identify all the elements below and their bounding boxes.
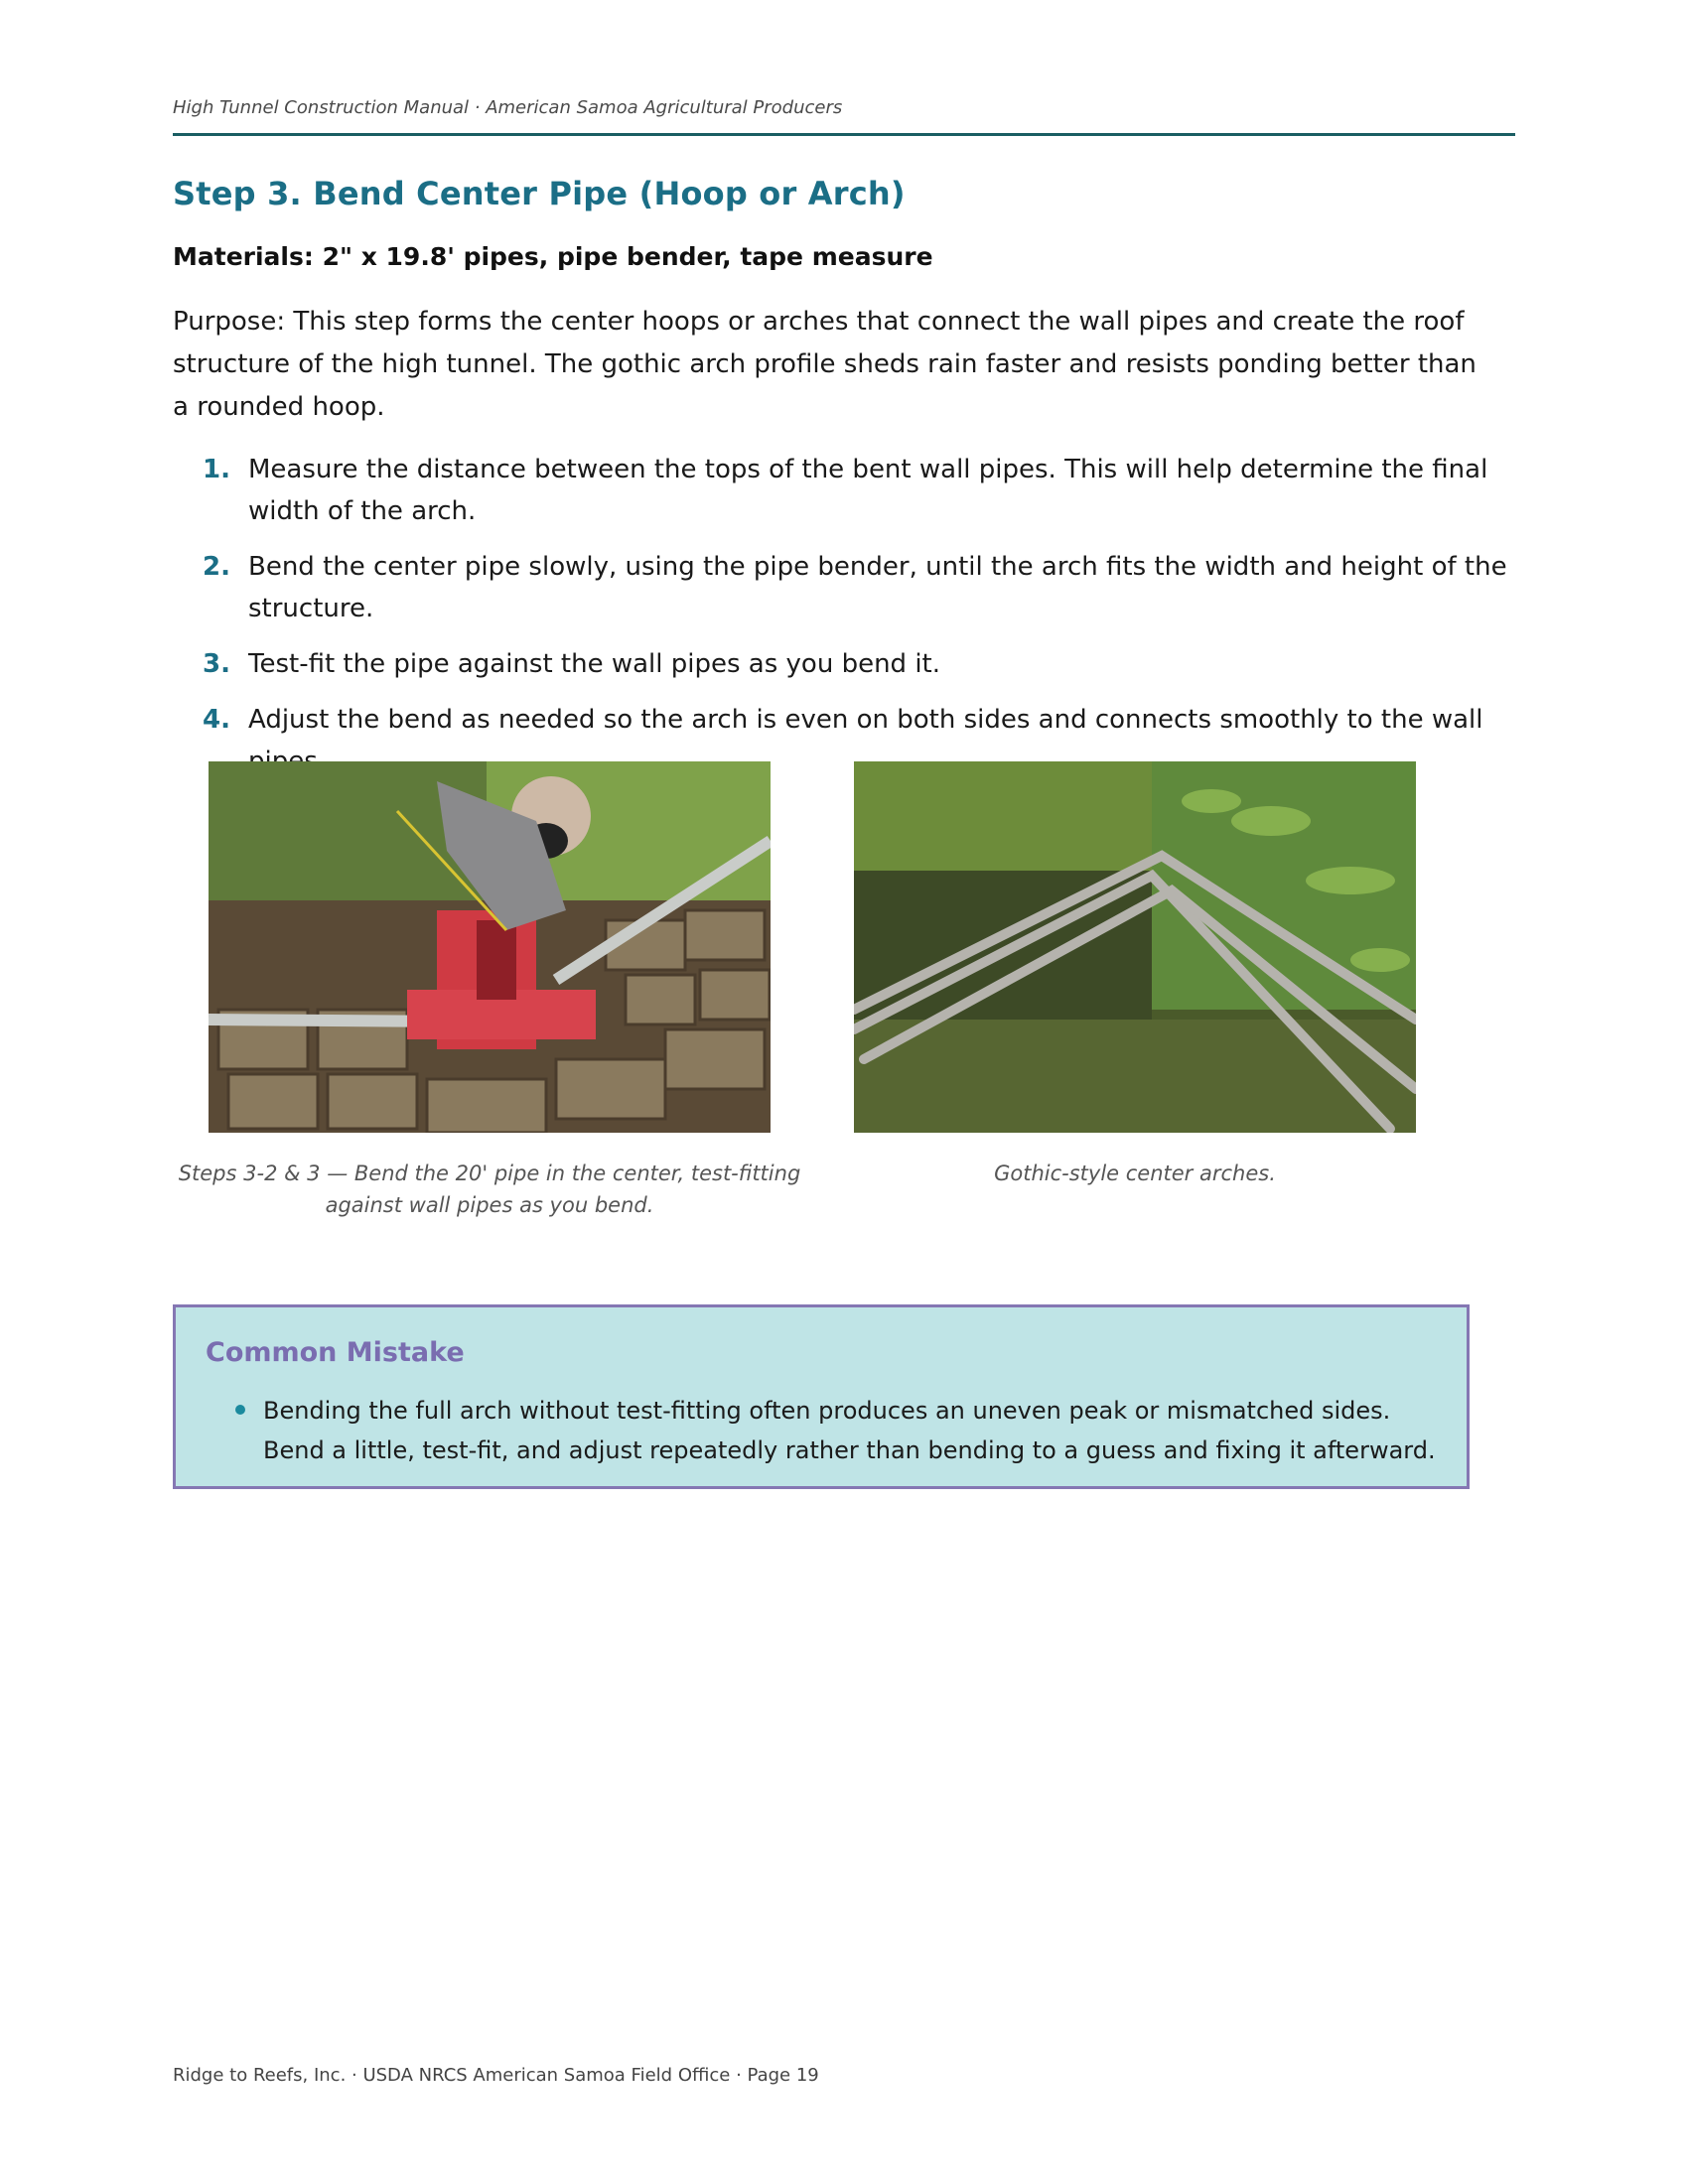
- step-number: 1.: [203, 455, 230, 484]
- step-text: Adjust the bend as needed so the arch is even on both sides and connects smoothly to the wall: [248, 705, 1483, 735]
- step-text: Test-fit the pipe against the wall pipes as you bend it.: [248, 649, 941, 679]
- bullet-icon: [235, 1405, 245, 1415]
- pipe-bending-photo: [209, 761, 771, 1133]
- running-header: High Tunnel Construction Manual · American Samoa Agricultural Producers: [173, 97, 843, 118]
- step-text: Bend the center pipe slowly, using the pipe bender, until the arch fits the width and height of the structure.: [248, 552, 1507, 623]
- step-number: 2.: [203, 552, 230, 582]
- step-number: 3.: [203, 649, 230, 679]
- callout-title: Common Mistake: [206, 1337, 465, 1368]
- page-footer: Ridge to Reefs, Inc. · USDA NRCS American Samoa Field Office · Page 19: [173, 2065, 819, 2086]
- right-figure-caption: Gothic-style center arches.: [994, 1161, 1276, 1185]
- callout-bullet-text: Bending the full arch without test-fitting often produces an uneven peak or mismatched sides. Bend a little, test-fit, and adjust repeatedly rather than bending to a guess and fixing it afterward.: [263, 1397, 1436, 1464]
- step-text: Measure the distance between the tops of the bent wall pipes. This will help determine the final width of the arch.: [248, 455, 1488, 526]
- list-item: [173, 546, 1515, 629]
- purpose-paragraph: Purpose: This step forms the center hoops or arches that connect the wall pipes and create the roof structure of the high tunnel. The gothic arch profile sheds rain faster and resists ponding better than a rounded hoop.: [173, 307, 1477, 422]
- list-item: [173, 449, 1515, 532]
- list-item: [173, 643, 1515, 685]
- header-divider: [173, 133, 1515, 136]
- materials-line: Materials: 2" x 19.8' pipes, pipe bender, tape measure: [173, 242, 933, 271]
- steps-list: [173, 449, 1515, 796]
- left-figure-caption: Steps 3-2 & 3 — Bend the 20' pipe in the center, test-fitting against wall pipes as you bend.: [178, 1161, 801, 1217]
- step-number: 4.: [203, 705, 230, 735]
- section-title: Step 3. Bend Center Pipe (Hoop or Arch): [173, 175, 906, 212]
- common-mistake-callout: [173, 1304, 1470, 1489]
- gothic-arches-photo: [854, 761, 1416, 1133]
